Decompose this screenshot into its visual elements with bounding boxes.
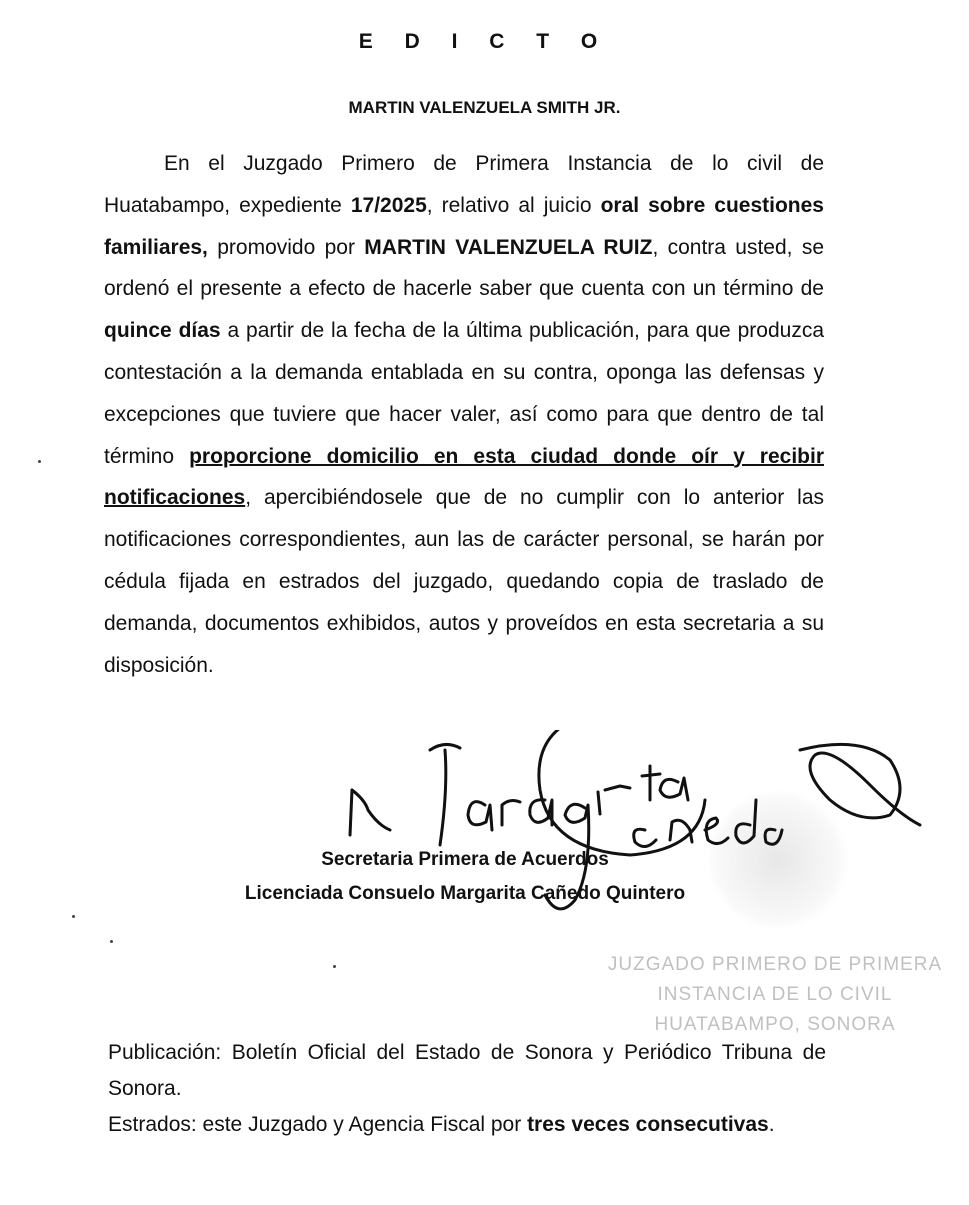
stamp-line-1: JUZGADO PRIMERO DE PRIMERA	[607, 954, 943, 975]
court-stamp	[595, 950, 955, 1040]
estrados-end: .	[768, 1113, 775, 1136]
publication-note: Publicación: Boletín Oficial del Estado de Sonora y Periódico Tribuna de Sonora.	[108, 1041, 826, 1100]
case-number: 17/2025	[350, 193, 427, 217]
body-text-6: , apercibiéndosele que de no cumplir con lo anterior las notificaciones correspondientes, aun las de carácter personal, se harán por cédula fijada en estrados del juzgado, quedando copia de traslado de demanda, documentos exhibidos, autos y proveídos en esta secretaria a su disposición.	[104, 486, 824, 677]
underlined-instruction: proporcione domicilio en esta ciudad donde oír y recibir notificaciones	[104, 444, 824, 510]
edict-body	[104, 143, 824, 686]
plaintiff-name: MARTIN VALENZUELA RUIZ	[364, 235, 653, 259]
body-text-5: a partir de la fecha de la última publicación, para que produzca contestación a la demanda entablada en su contra, oponga las defensas y excepciones que tuviere que hacer valer, así como para que dentro de tal término	[104, 319, 824, 468]
body-text-3: promovido por	[207, 235, 365, 259]
signatory-name: Licenciada Consuelo Margarita Cañedo Quintero	[244, 883, 686, 904]
stamp-line-3: HUATABAMPO, SONORA	[654, 1014, 896, 1035]
signatory-position: Secretaria Primera de Acuerdos	[321, 849, 609, 870]
body-text-4: , contra usted, se ordenó el presente a efecto de hacerle saber que cuenta con un término de	[104, 235, 825, 301]
scan-speck	[72, 915, 75, 918]
addressee-name: MARTIN VALENZUELA SMITH JR.	[348, 98, 621, 117]
publication-footer	[108, 1035, 826, 1143]
estrados-note	[108, 1107, 826, 1143]
estrados-text: Estrados: este Juzgado y Agencia Fiscal por	[108, 1113, 528, 1136]
trial-type: oral sobre cuestiones familiares,	[104, 193, 824, 259]
document-title: E D I C T O	[358, 30, 611, 53]
response-term: quince días	[104, 319, 221, 343]
body-text-1: En el Juzgado Primero de Primera Instancia de lo civil de Huatabampo, expediente	[104, 152, 824, 217]
handwritten-signature-icon	[330, 730, 930, 930]
estrados-frequency: tres veces consecutivas	[527, 1113, 769, 1136]
scan-speck	[110, 940, 113, 943]
body-text-2: , relativo al juicio	[426, 193, 601, 217]
scan-speck	[333, 965, 336, 968]
stamp-line-2: INSTANCIA DE LO CIVIL	[657, 984, 893, 1005]
scan-speck	[38, 460, 41, 463]
edict-paragraph	[104, 143, 824, 686]
